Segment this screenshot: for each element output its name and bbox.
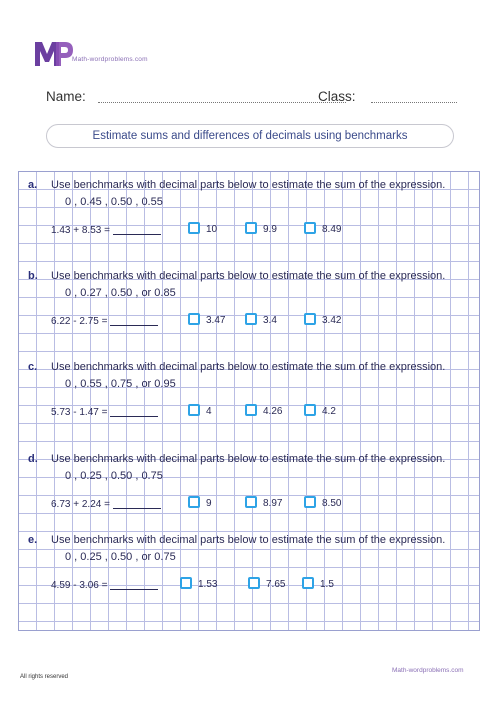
checkbox-icon[interactable]	[188, 222, 200, 234]
site-logo	[34, 38, 164, 68]
checkbox-icon[interactable]	[304, 313, 316, 325]
worksheet-title: Estimate sums and differences of decimals using benchmarks	[46, 124, 454, 148]
answer-blank[interactable]	[113, 508, 161, 509]
option-label: 3.47	[206, 315, 226, 326]
option-label: 1.5	[320, 579, 334, 590]
checkbox-icon[interactable]	[188, 404, 200, 416]
name-label: Name:	[46, 89, 86, 104]
option-label: 8.97	[263, 498, 283, 509]
question-c	[19, 354, 481, 444]
option-label: 4.2	[322, 406, 336, 417]
option-label: 4	[206, 406, 212, 417]
question-letter: b.	[28, 270, 38, 282]
benchmark-list: 0 , 0.25 , 0.50 , 0.75	[65, 470, 163, 482]
benchmark-list: 0 , 0.25 , 0.50 , or 0.75	[65, 551, 176, 563]
checkbox-icon[interactable]	[304, 404, 316, 416]
question-prompt: Use benchmarks with decimal parts below to estimate the sum of the expression.	[51, 453, 446, 465]
answer-blank[interactable]	[110, 325, 158, 326]
answer-blank[interactable]	[113, 234, 161, 235]
question-grid	[18, 171, 480, 631]
option-label: 3.42	[322, 315, 342, 326]
expression-text: 6.73 + 2.24 =	[51, 499, 110, 510]
option-label: 8.50	[322, 498, 342, 509]
checkbox-icon[interactable]	[245, 222, 257, 234]
expression-text: 5.73 - 1.47 =	[51, 407, 108, 418]
checkbox-icon[interactable]	[304, 496, 316, 508]
expression	[51, 407, 158, 418]
rights-notice: All rights reserved	[20, 674, 69, 680]
option-label: 1.53	[198, 579, 218, 590]
question-prompt: Use benchmarks with decimal parts below to estimate the sum of the expression.	[51, 534, 446, 546]
header-fields	[46, 89, 466, 109]
question-letter: a.	[28, 179, 38, 191]
benchmark-list: 0 , 0.55 , 0.75 , or 0.95	[65, 378, 176, 390]
option-label: 9	[206, 498, 212, 509]
answer-blank[interactable]	[110, 589, 158, 590]
expression-text: 1.43 + 8.53 =	[51, 225, 110, 236]
expression	[51, 580, 158, 591]
footer-site-name: Math-wordproblems.com	[392, 667, 464, 674]
checkbox-icon[interactable]	[188, 496, 200, 508]
question-d	[19, 446, 481, 536]
checkbox-icon[interactable]	[304, 222, 316, 234]
option-label: 7.65	[266, 579, 286, 590]
class-label: Class:	[318, 89, 356, 104]
checkbox-icon[interactable]	[188, 313, 200, 325]
option-label: 3.4	[263, 315, 277, 326]
question-b	[19, 263, 481, 353]
checkbox-icon[interactable]	[245, 404, 257, 416]
question-letter: c.	[28, 361, 38, 373]
expression	[51, 499, 161, 510]
expression-text: 4.59 - 3.06 =	[51, 580, 108, 591]
question-prompt: Use benchmarks with decimal parts below to estimate the sum of the expression.	[51, 179, 446, 191]
answer-blank[interactable]	[110, 416, 158, 417]
name-field[interactable]	[98, 102, 346, 103]
question-letter: d.	[28, 453, 38, 465]
expression	[51, 316, 158, 327]
option-label: 4.26	[263, 406, 283, 417]
option-label: 10	[206, 224, 218, 235]
benchmark-list: 0 , 0.27 , 0.50 , or 0.85	[65, 287, 176, 299]
checkbox-icon[interactable]	[248, 577, 260, 589]
benchmark-list: 0 , 0.45 , 0.50 , 0.55	[65, 196, 163, 208]
checkbox-icon[interactable]	[245, 313, 257, 325]
checkbox-icon[interactable]	[245, 496, 257, 508]
checkbox-icon[interactable]	[180, 577, 192, 589]
question-letter: e.	[28, 534, 38, 546]
option-label: 8.49	[322, 224, 342, 235]
class-field[interactable]	[371, 102, 457, 103]
question-prompt: Use benchmarks with decimal parts below to estimate the sum of the expression.	[51, 270, 446, 282]
checkbox-icon[interactable]	[302, 577, 314, 589]
question-e	[19, 527, 481, 617]
question-prompt: Use benchmarks with decimal parts below to estimate the sum of the expression.	[51, 361, 446, 373]
logo-site-name: Math-wordproblems.com	[72, 56, 148, 63]
question-a	[19, 172, 481, 262]
mp-logo-icon	[34, 38, 74, 68]
expression	[51, 225, 161, 236]
expression-text: 6.22 - 2.75 =	[51, 316, 108, 327]
option-label: 9.9	[263, 224, 277, 235]
